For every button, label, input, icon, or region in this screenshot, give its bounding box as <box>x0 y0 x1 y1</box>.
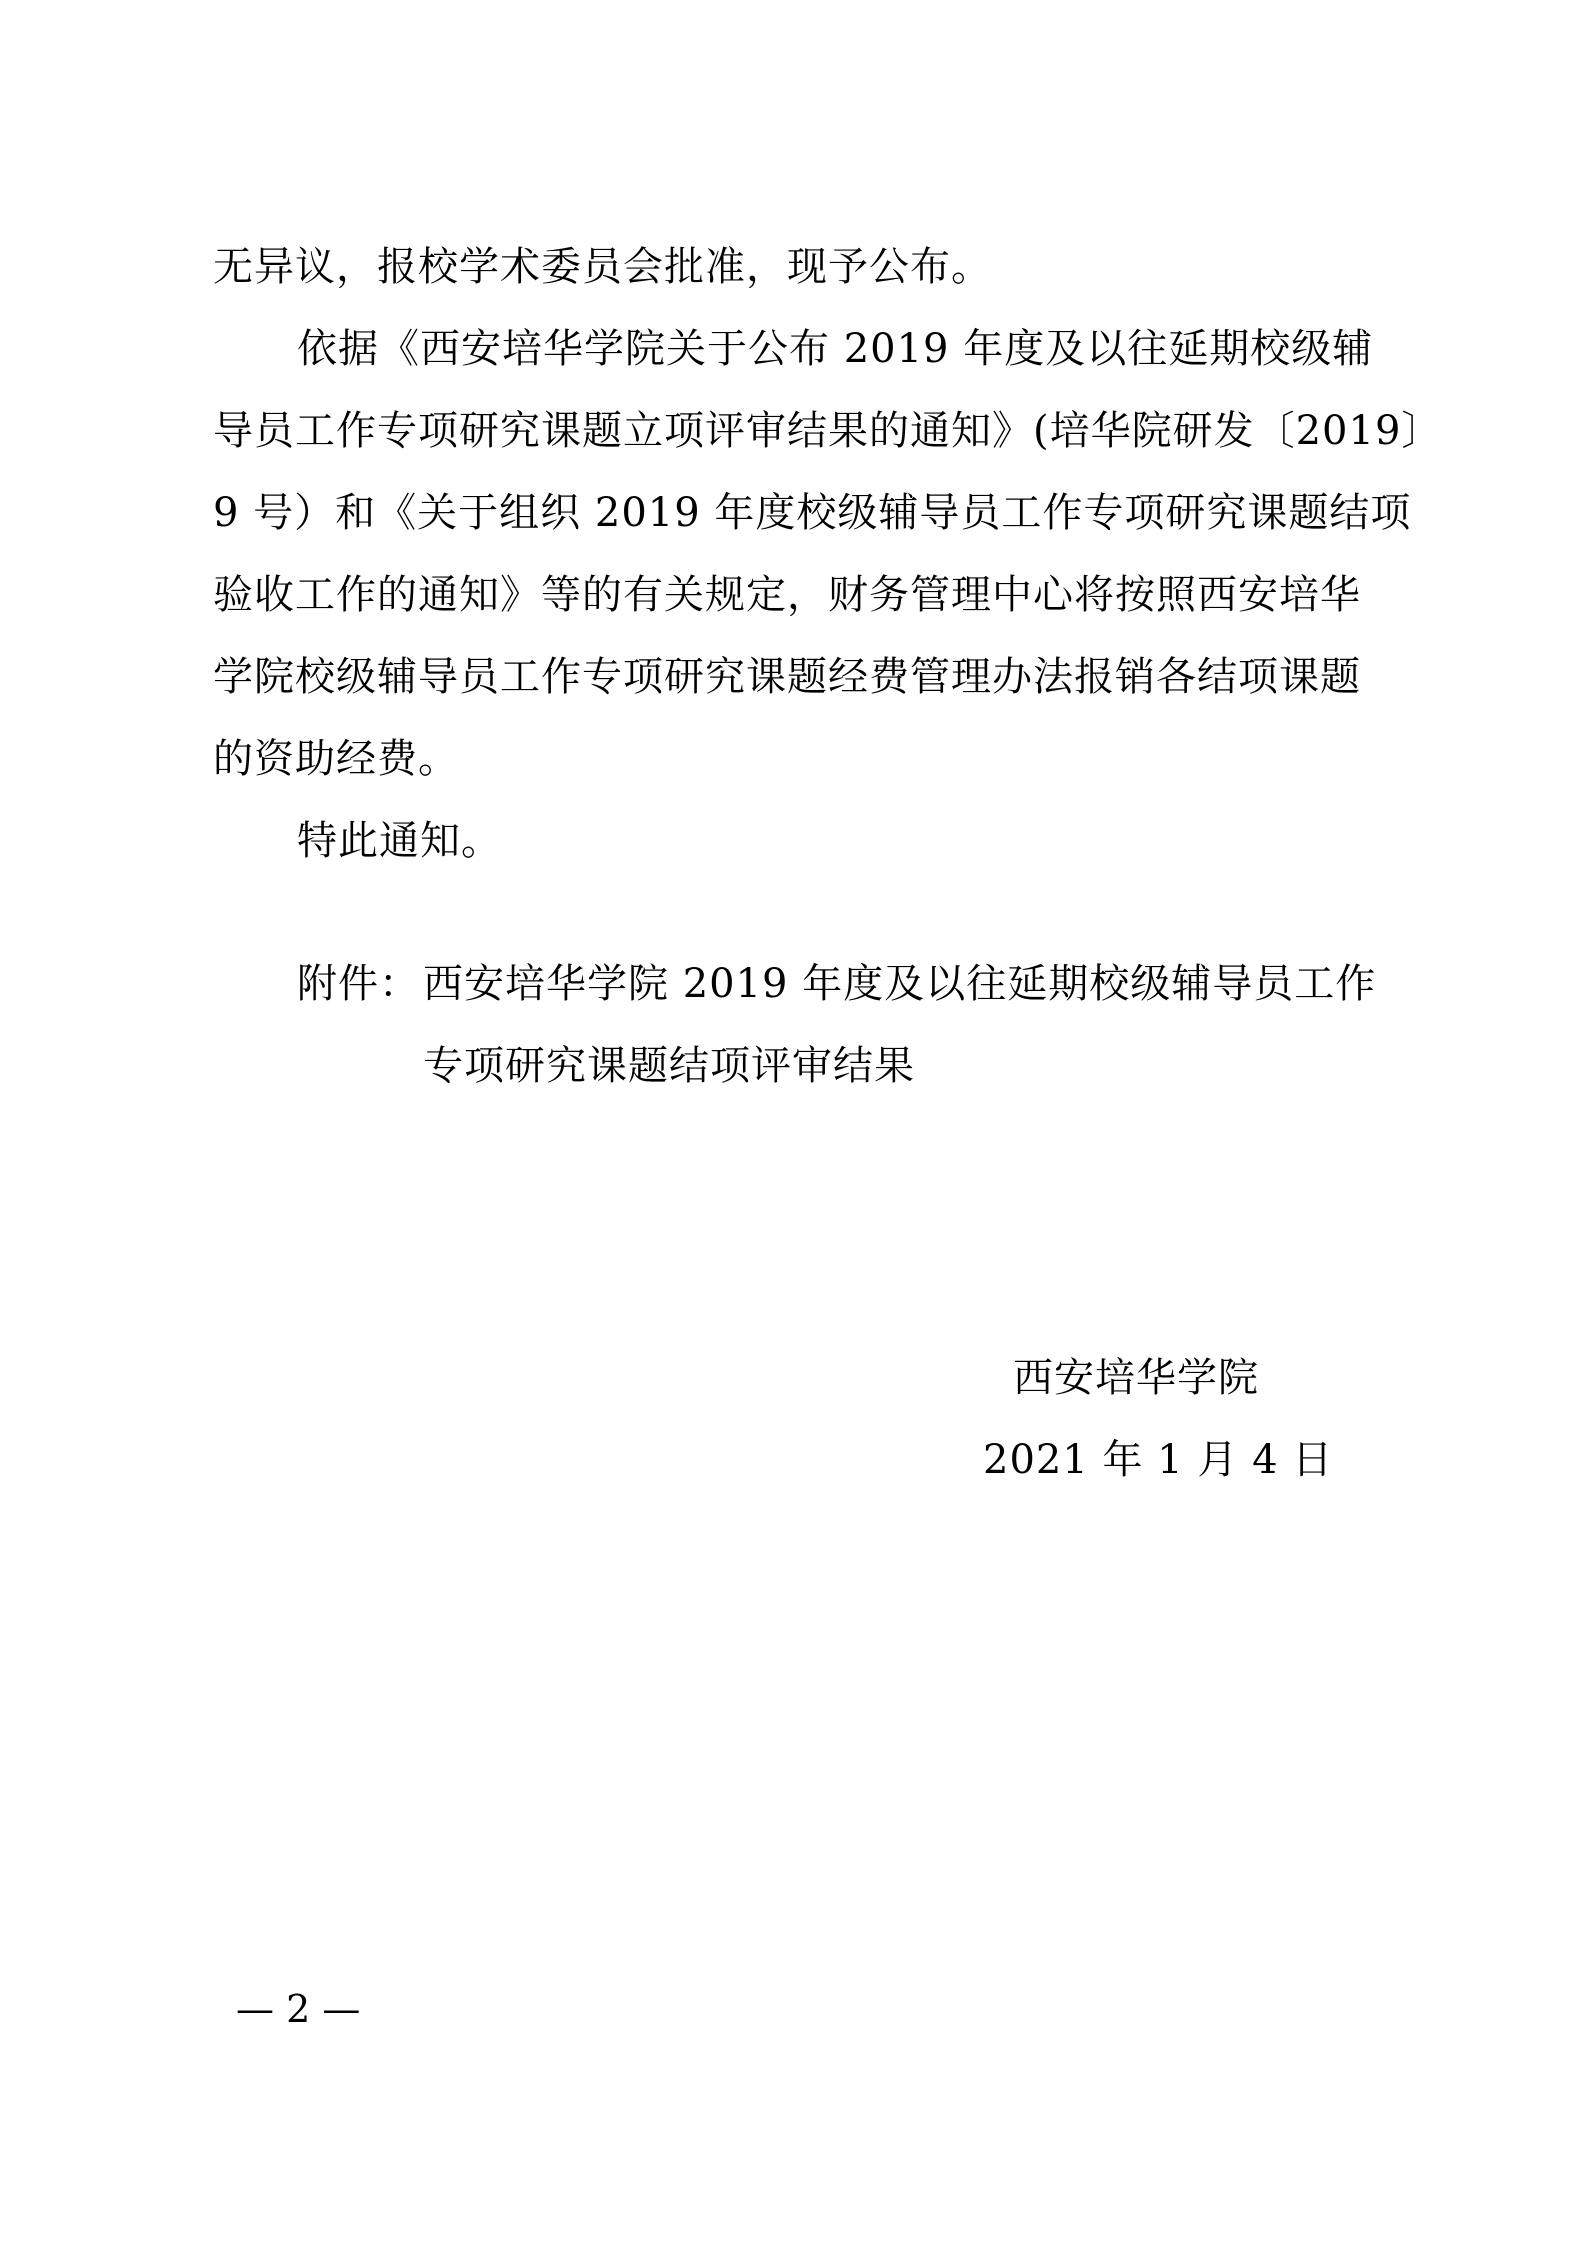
page-number: — 2 — <box>236 1987 361 2031</box>
paragraph-2-line-2: 导员工作专项研究课题立项评审结果的通知》(培华院研发〔2019〕 <box>213 408 1443 454</box>
body-line-1: 无异议，报校学术委员会批准，现予公布。 <box>213 244 992 290</box>
paragraph-2-line-1: 依据《西安培华学院关于公布 2019 年度及以往延期校级辅 <box>297 326 1374 372</box>
closing-line: 特此通知。 <box>297 818 502 864</box>
paragraph-2-line-3: 9 号）和《关于组织 2019 年度校级辅导员工作专项研究课题结项 <box>213 490 1412 536</box>
attachment-title-line-1[interactable]: 西安培华学院 2019 年度及以往延期校级辅导员工作 <box>423 961 1377 1007</box>
attachment-label: 附件： <box>297 961 420 1007</box>
paragraph-2-line-4: 验收工作的通知》等的有关规定，财务管理中心将按照西安培华 <box>213 572 1361 618</box>
paragraph-2-line-6: 的资助经费。 <box>213 736 459 782</box>
paragraph-2-line-5: 学院校级辅导员工作专项研究课题经费管理办法报销各结项课题 <box>213 654 1361 700</box>
signature-organization: 西安培华学院 <box>1013 1355 1259 1401</box>
signature-date: 2021 年 1 月 4 日 <box>983 1437 1334 1483</box>
attachment-title-line-2[interactable]: 专项研究课题结项评审结果 <box>423 1043 915 1089</box>
